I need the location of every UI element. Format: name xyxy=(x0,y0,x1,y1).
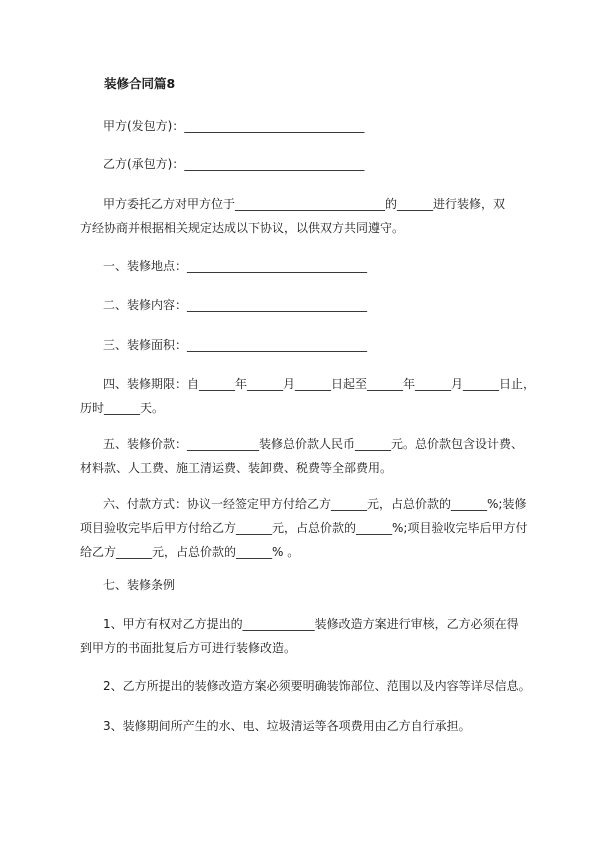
item-location-text: 一、装修地点：______________________________ xyxy=(103,259,368,273)
item-payment-line-2: 项目验收完毕后甲方付给乙方______元，占总价款的______%;项目验收完毕后甲方付 xyxy=(80,521,528,535)
item-content xyxy=(80,293,525,317)
item-price-line-1: 五、装修价款：____________装修总价款人民币______元。总价款包含设计费、 xyxy=(103,437,524,451)
item-price-line-2: 材料款、人工费、施工清运费、装卸费、税费等全部费用。 xyxy=(80,461,393,475)
item-price xyxy=(80,432,525,480)
item-period-line-2: 历时______天。 xyxy=(80,401,165,415)
item-regulations-heading xyxy=(80,573,525,597)
clause-1 xyxy=(80,612,525,660)
party-b-line xyxy=(80,152,525,176)
item-content-text: 二、装修内容：______________________________ xyxy=(103,298,368,312)
clause-2-text: 2、乙方所提出的装修改造方案必须要明确装饰部位、范围以及内容等详尽信息。 xyxy=(103,679,531,693)
item-payment-line-1: 六、付款方式：协议一经签定甲方付给乙方______元，占总价款的______%;装修 xyxy=(103,497,527,511)
intro-line-1: 甲方委托乙方对甲方位于_________________________的______进行装修，双 xyxy=(103,197,506,211)
intro-line-2: 方经协商并根据相关规定达成以下协议，以供双方共同遵守。 xyxy=(80,221,405,235)
clause-2 xyxy=(80,674,531,698)
item-payment-line-3: 给乙方______元，占总价款的______% 。 xyxy=(80,545,300,559)
clause-1-line-1: 1、甲方有权对乙方提出的____________装修改造方案进行审核，乙方必须在得 xyxy=(103,617,519,631)
item-area xyxy=(80,333,525,357)
party-b-text: 乙方(承包方)：______________________________ xyxy=(103,157,365,171)
item-period xyxy=(80,372,536,420)
item-location xyxy=(80,254,525,278)
clause-1-line-2: 到甲方的书面批复后方可进行装修改造。 xyxy=(80,641,297,655)
item-period-line-1: 四、装修期限：自______年______月______日起至______年______月______日止， xyxy=(103,377,536,391)
party-a-text: 甲方(发包方)：______________________________ xyxy=(103,119,365,133)
document-title: 装修合同篇8 xyxy=(104,76,176,91)
item-payment xyxy=(80,492,528,564)
item-area-text: 三、装修面积：______________________________ xyxy=(103,338,368,352)
clause-3-text: 3、装修期间所产生的水、电、垃圾清运等各项费用由乙方自行承担。 xyxy=(103,719,471,733)
item-regulations-text: 七、装修条例 xyxy=(103,578,176,592)
party-a-line xyxy=(80,114,525,138)
intro-paragraph xyxy=(80,192,525,240)
clause-3 xyxy=(80,714,525,738)
